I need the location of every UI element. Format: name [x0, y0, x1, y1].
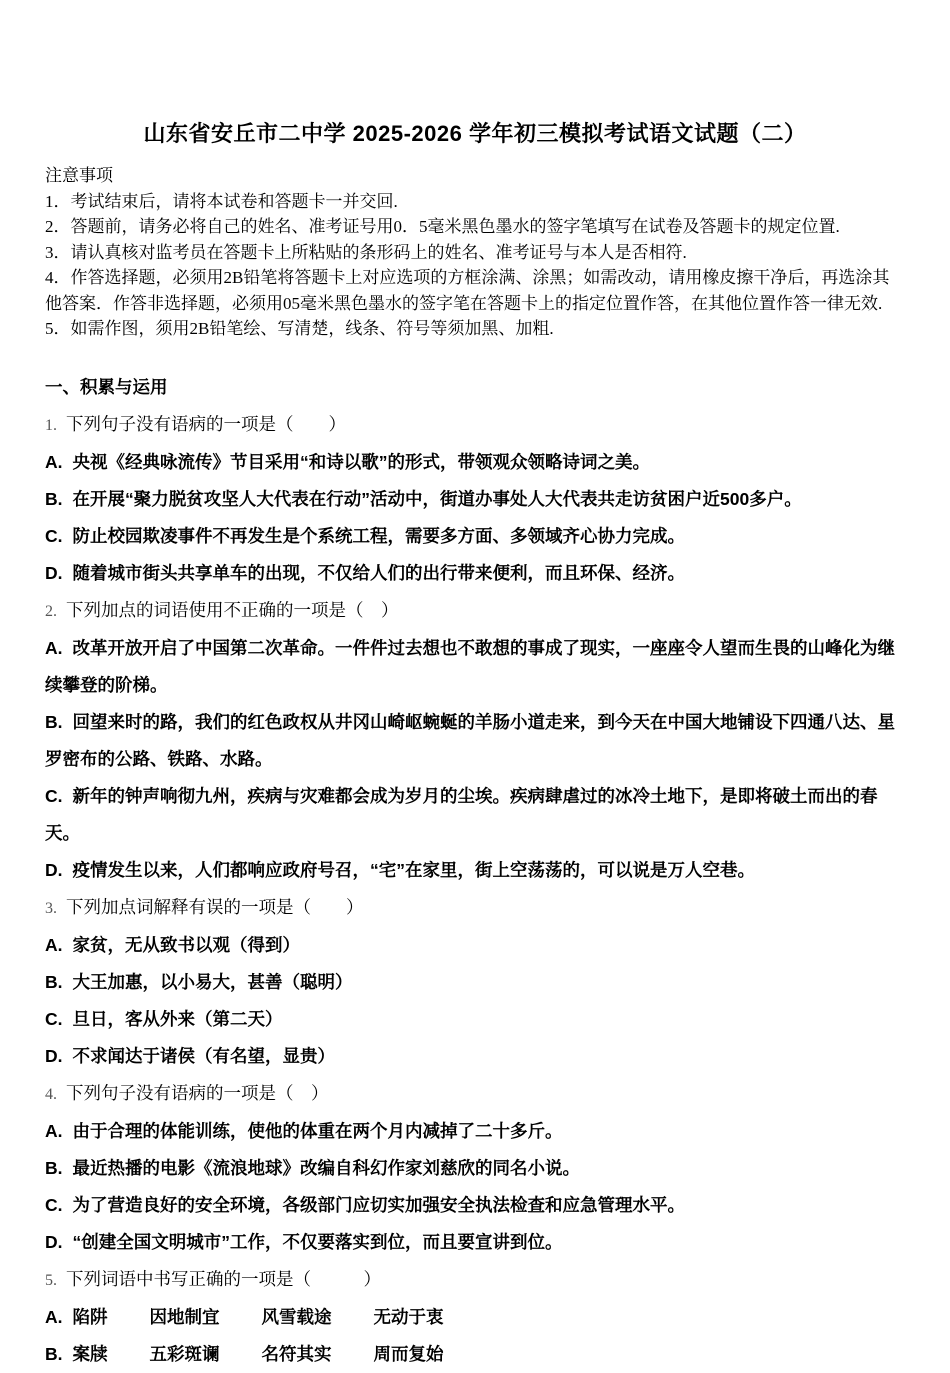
question: [45, 406, 905, 592]
option-text: 新年的钟声响彻九州，疾病与灾难都会成为岁月的尘埃。疾病肆虐过的冰冷土地下，是即将破土而出的春天。: [45, 785, 878, 843]
option-label: C.: [45, 525, 63, 546]
option-text: 改革开放开启了中国第二次革命。一件件过去想也不敢想的事成了现实，一座座令人望而生畏的山峰化为继续攀登的阶梯。: [45, 637, 895, 695]
question-stem: [45, 889, 905, 927]
notice-item: 5．如需作图，须用2B铅笔绘、写清楚，线条、符号等须加黑、加粗.: [45, 319, 554, 339]
option-text: 回望来时的路，我们的红色政权从井冈山崎岖蜿蜒的羊肠小道走来，到今天在中国大地铺设下四通八达、星罗密布的公路、铁路、水路。: [45, 711, 895, 769]
question: [45, 1261, 905, 1373]
option-label: D.: [45, 1231, 63, 1252]
option-text: 大王加惠，以小易大，甚善（聪明）: [72, 971, 353, 992]
notice-heading: 注意事项: [45, 166, 113, 186]
question-stem: [45, 1261, 905, 1299]
option: [45, 1001, 905, 1038]
question-stem: [45, 592, 905, 630]
question-stem-text: 下列加点的词语使用不正确的一项是（ ）: [66, 599, 399, 620]
option: [45, 927, 905, 964]
option: [45, 1187, 905, 1224]
notice-list: [45, 189, 905, 342]
option-label: D.: [45, 562, 63, 583]
option-text: 由于合理的体能训练，使他的体重在两个月内减掉了二十多斤。: [72, 1120, 563, 1141]
option-text: 随着城市街头共享单车的出现，不仅给人们的出行带来便利，而且环保、经济。: [72, 562, 685, 583]
notice-item: 3．请认真核对监考员在答题卡上所粘贴的条形码上的姓名、准考证号与本人是否相符.: [45, 242, 687, 262]
option-label: A.: [45, 1306, 63, 1327]
option-text: 最近热播的电影《流浪地球》改编自科幻作家刘慈欣的同名小说。: [72, 1157, 580, 1178]
exam-page: [0, 15, 950, 1364]
option-label: B.: [45, 1343, 63, 1364]
option-label: A.: [45, 934, 63, 955]
option: [45, 852, 905, 889]
option-text: 疫情发生以来，人们都响应政府号召，“宅”在家里，街上空荡荡的，可以说是万人空巷。: [72, 859, 755, 880]
question-number: 2.: [45, 602, 57, 620]
option-label: C.: [45, 1194, 63, 1215]
option: [45, 1113, 905, 1150]
option: [45, 555, 905, 592]
question-stem-text: 下列句子没有语病的一项是（ ）: [66, 413, 346, 434]
question-number: 1.: [45, 416, 57, 434]
question-stem-text: 下列加点词解释有误的一项是（ ）: [66, 896, 364, 917]
option-word: 五彩斑谰: [149, 1343, 220, 1364]
option-word: 名符其实: [261, 1343, 332, 1364]
option: [45, 1299, 905, 1336]
question-number: 3.: [45, 899, 57, 917]
question-number: 5.: [45, 1271, 57, 1289]
question-stem: [45, 406, 905, 444]
option: [45, 1336, 905, 1373]
option-label: B.: [45, 488, 63, 509]
option-text: 防止校园欺凌事件不再发生是个系统工程，需要多方面、多领域齐心协力完成。: [72, 525, 685, 546]
option: [45, 778, 905, 852]
option-label: B.: [45, 971, 63, 992]
option-word: 周而复始: [373, 1343, 444, 1364]
option-word: 因地制宜: [149, 1306, 220, 1327]
option-word: 案牍: [72, 1343, 108, 1364]
option: [45, 630, 905, 704]
option-label: A.: [45, 1120, 63, 1141]
option: [45, 481, 905, 518]
option-label: C.: [45, 1008, 63, 1029]
question: [45, 889, 905, 1075]
option-text: “创建全国文明城市”工作，不仅要落实到位，而且要宣讲到位。: [72, 1231, 563, 1252]
option-word: 无动于衷: [373, 1306, 444, 1327]
page-title: 山东省安丘市二中学 2025-2026 学年初三模拟考试语文试题（二）: [143, 120, 807, 146]
option-label: A.: [45, 451, 63, 472]
question: [45, 592, 905, 889]
option-label: A.: [45, 637, 63, 658]
option: [45, 1224, 905, 1261]
option-text: 在开展“聚力脱贫攻坚人大代表在行动”活动中，街道办事处人大代表共走访贫困户近500多户。: [72, 488, 802, 509]
question-stem-text: 下列词语中书写正确的一项是（ ）: [66, 1268, 381, 1289]
option-label: D.: [45, 859, 63, 880]
notice-item: 1．考试结束后，请将本试卷和答题卡一并交回.: [45, 191, 398, 211]
question-number: 4.: [45, 1085, 57, 1103]
option-text: 家贫，无从致书以观（得到）: [72, 934, 300, 955]
option: [45, 704, 905, 778]
option: [45, 964, 905, 1001]
option-label: C.: [45, 785, 63, 806]
section-heading: 一、积累与运用: [45, 376, 168, 397]
option: [45, 518, 905, 555]
question: [45, 1075, 905, 1261]
option-text: 不求闻达于诸侯（有名望，显贵）: [72, 1045, 335, 1066]
question-stem-text: 下列句子没有语病的一项是（ ）: [66, 1082, 329, 1103]
option: [45, 1038, 905, 1075]
question-list: [45, 406, 905, 1373]
option-label: D.: [45, 1045, 63, 1066]
question-stem: [45, 1075, 905, 1113]
option-text: 央视《经典咏流传》节目采用“和诗以歌”的形式，带领观众领略诗词之美。: [72, 451, 650, 472]
option-text: 旦日，客从外来（第二天）: [72, 1008, 283, 1029]
notice-item: 4．作答选择题，必须用2B铅笔将答题卡上对应选项的方框涂满、涂黑；如需改动，请用橡皮擦干净后，再选涂其他答案．作答非选择题，必须用05毫米黑色墨水的签字笔在答题卡上的指定位置作答，在其他位置作答一律无效.: [45, 268, 890, 313]
notice-item: 2．答题前，请务必将自己的姓名、准考证号用0．5毫米黑色墨水的签字笔填写在试卷及答题卡的规定位置.: [45, 217, 840, 237]
option-word: 风雪载途: [261, 1306, 332, 1327]
option: [45, 1150, 905, 1187]
option-label: B.: [45, 1157, 63, 1178]
option-label: B.: [45, 711, 63, 732]
option-text: 为了营造良好的安全环境，各级部门应切实加强安全执法检查和应急管理水平。: [72, 1194, 685, 1215]
notice-section: [45, 163, 905, 342]
option-word: 陷阱: [72, 1306, 108, 1327]
option: [45, 444, 905, 481]
